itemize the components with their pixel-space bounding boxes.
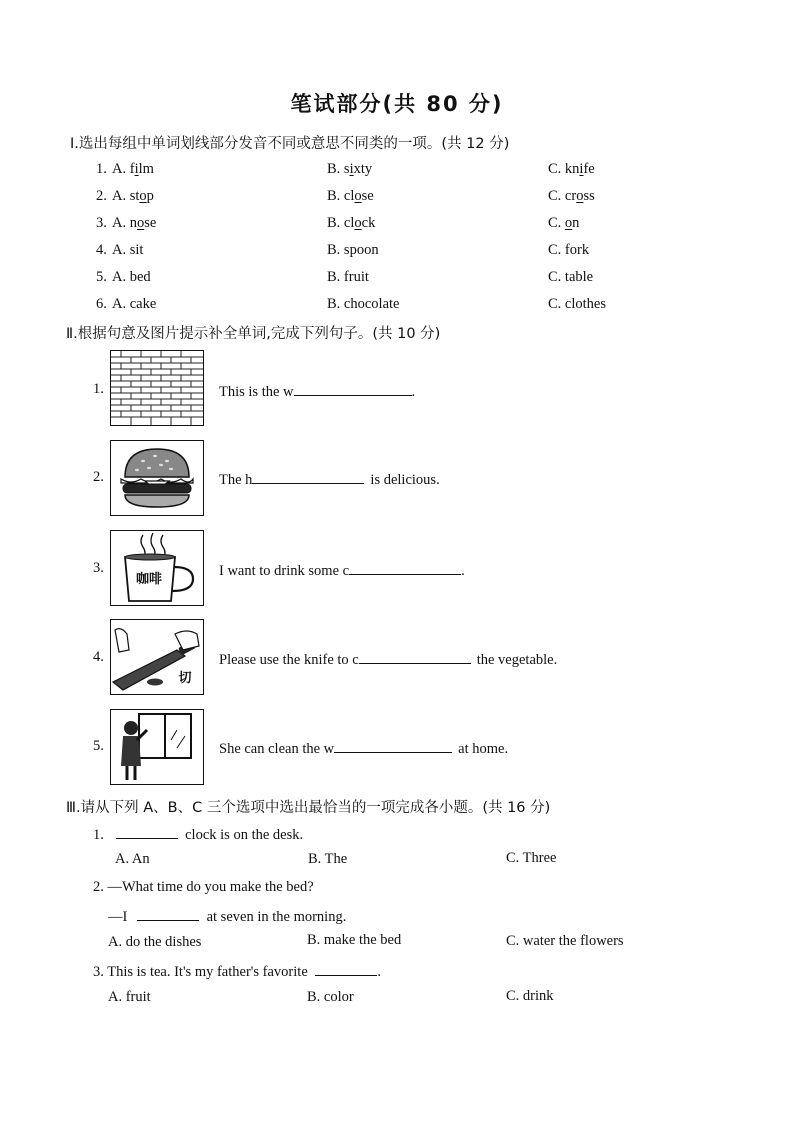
s3-q2-question: 2. —What time do you make the bed? — [93, 879, 314, 895]
s3-q2-answer-line — [108, 906, 346, 926]
s2-q3-sentence — [219, 560, 465, 580]
s2-q1-suffix: . — [411, 384, 416, 400]
s3-q2-option-c[interactable]: C. water the flowers — [506, 933, 624, 949]
option-text: C. cr — [548, 188, 577, 204]
option-text: C. kn — [548, 161, 580, 177]
option-c[interactable] — [548, 269, 593, 286]
s2-q3-suffix: . — [461, 563, 465, 579]
option-text-suffix: xty — [353, 161, 373, 177]
option-text-suffix: se — [361, 188, 374, 204]
option-c[interactable] — [548, 161, 595, 178]
option-text-suffix: fe — [583, 161, 595, 177]
s2-q4-prefix: Please use the knife to c — [219, 652, 359, 668]
question-number: 6. — [96, 296, 107, 312]
s2-q3-prefix: I want to drink some c — [219, 563, 350, 579]
s3-q3-option-c[interactable]: C. drink — [506, 988, 554, 1004]
s3-q3-option-a[interactable]: A. fruit — [108, 989, 151, 1005]
s3-q1-number: 1. — [93, 827, 104, 843]
option-a[interactable] — [112, 188, 154, 205]
option-text: B. spoon — [327, 242, 379, 258]
option-c[interactable] — [548, 215, 579, 232]
underlined-letter: o — [564, 215, 573, 231]
option-text: C. — [548, 215, 565, 231]
option-c[interactable] — [548, 188, 595, 205]
s2-q1-answer-blank[interactable] — [294, 381, 412, 396]
s3-q1-option-b[interactable]: B. The — [308, 851, 348, 867]
option-b[interactable] — [327, 161, 372, 178]
option-text: A. st — [112, 188, 140, 204]
option-a[interactable] — [112, 215, 156, 232]
underlined-letter: i — [134, 161, 139, 177]
s2-q5-number: 5. — [93, 738, 104, 754]
option-text-suffix: ck — [361, 215, 376, 231]
brick-wall-icon — [110, 350, 204, 426]
underlined-letter: o — [136, 215, 145, 231]
question-number: 4. — [96, 242, 107, 258]
option-text-suffix: se — [144, 215, 157, 231]
s3-q2-prefix: —I — [108, 909, 128, 925]
underlined-letter: o — [354, 215, 362, 231]
option-text: B. chocolate — [327, 296, 400, 312]
option-text-suffix: n — [572, 215, 580, 231]
knife-cutting-icon — [110, 619, 204, 695]
question-number: 1. — [96, 161, 107, 177]
option-b[interactable] — [327, 269, 369, 286]
s2-q1-sentence — [219, 381, 415, 401]
coffee-cup-icon — [110, 530, 204, 606]
option-text: C. fork — [548, 242, 590, 258]
option-a[interactable] — [112, 161, 154, 178]
s2-q4-number: 4. — [93, 649, 104, 665]
option-text: A. f — [112, 161, 135, 177]
option-text: B. cl — [327, 215, 355, 231]
option-text: A. cake — [112, 296, 157, 312]
s3-q1-stem — [93, 824, 303, 844]
option-text: C. clothes — [548, 296, 606, 312]
option-text: A. bed — [112, 269, 151, 285]
option-text: A. n — [112, 215, 137, 231]
s3-q3-suffix: . — [377, 964, 382, 980]
s2-q4-answer-blank[interactable] — [359, 649, 471, 664]
s2-q4-sentence — [219, 649, 557, 669]
s3-q2-answer-blank[interactable] — [137, 906, 199, 921]
s3-q2-suffix: at seven in the morning. — [206, 909, 347, 925]
section2-heading: Ⅱ.根据句意及图片提示补全单词,完成下列句子。(共 10 分) — [66, 326, 441, 342]
page-title: 笔试部分(共 80 分) — [290, 92, 504, 116]
s2-q2-suffix: is delicious. — [370, 472, 440, 488]
question-number: 3. — [96, 215, 107, 231]
s2-q2-number: 2. — [93, 469, 104, 485]
option-text: B. cl — [327, 188, 355, 204]
option-text-suffix: ss — [583, 188, 595, 204]
option-text: A. sit — [112, 242, 144, 258]
s2-q4-suffix: the vegetable. — [476, 652, 558, 668]
option-c[interactable] — [548, 242, 589, 259]
s3-q2-option-b[interactable]: B. make the bed — [307, 932, 402, 948]
option-b[interactable] — [327, 242, 379, 259]
s2-q5-sentence — [219, 738, 508, 758]
underlined-letter: o — [576, 188, 584, 204]
s3-q3-option-b[interactable]: B. color — [307, 989, 354, 1005]
option-b[interactable] — [327, 188, 374, 205]
section1-heading: Ⅰ.选出每组中单词划线部分发音不同或意思不同类的一项。(共 12 分) — [70, 136, 510, 152]
coffee-label: 咖啡 — [135, 572, 163, 587]
option-text: C. table — [548, 269, 594, 285]
s2-q5-suffix: at home. — [458, 741, 509, 757]
s3-q1-text: clock is on the desk. — [185, 827, 304, 843]
s3-q1-option-a[interactable]: A. An — [115, 851, 150, 867]
s3-q3-answer-blank[interactable] — [315, 961, 377, 976]
window-cleaning-icon — [110, 709, 204, 785]
question-number: 2. — [96, 188, 107, 204]
option-b[interactable] — [327, 215, 375, 232]
s2-q5-prefix: She can clean the w — [219, 741, 335, 757]
s3-q3-stem — [93, 961, 381, 981]
s2-q3-number: 3. — [93, 560, 104, 576]
option-a[interactable] — [112, 269, 151, 286]
s2-q2-answer-blank[interactable] — [252, 469, 364, 484]
s2-q1-prefix: This is the w — [219, 384, 294, 400]
option-text: B. s — [327, 161, 350, 177]
s2-q1-number: 1. — [93, 381, 104, 397]
s2-q5-answer-blank[interactable] — [334, 738, 452, 753]
option-text: B. fruit — [327, 269, 369, 285]
s3-q1-answer-blank[interactable] — [116, 824, 178, 839]
option-a[interactable] — [112, 242, 143, 259]
s2-q3-answer-blank[interactable] — [349, 560, 461, 575]
s2-q2-prefix: The h — [219, 472, 253, 488]
option-text-suffix: lm — [138, 161, 154, 177]
underlined-letter: i — [579, 161, 584, 177]
s3-q2-option-a[interactable]: A. do the dishes — [108, 934, 202, 950]
hamburger-icon — [110, 440, 204, 516]
s2-q2-sentence — [219, 469, 440, 489]
cut-label: 切 — [178, 671, 192, 686]
option-text-suffix: p — [146, 188, 154, 204]
section3-heading: Ⅲ.请从下列 A、B、C 三个选项中选出最恰当的一项完成各小题。(共 16 分) — [66, 800, 551, 816]
s3-q1-option-c[interactable]: C. Three — [506, 850, 557, 866]
underlined-letter: i — [349, 161, 354, 177]
underlined-letter: o — [139, 188, 147, 204]
option-a[interactable] — [112, 296, 156, 313]
underlined-letter: o — [354, 188, 362, 204]
option-b[interactable] — [327, 296, 399, 313]
option-c[interactable] — [548, 296, 606, 313]
s3-q3-text: 3. This is tea. It's my father's favorite — [93, 964, 308, 980]
question-number: 5. — [96, 269, 107, 285]
